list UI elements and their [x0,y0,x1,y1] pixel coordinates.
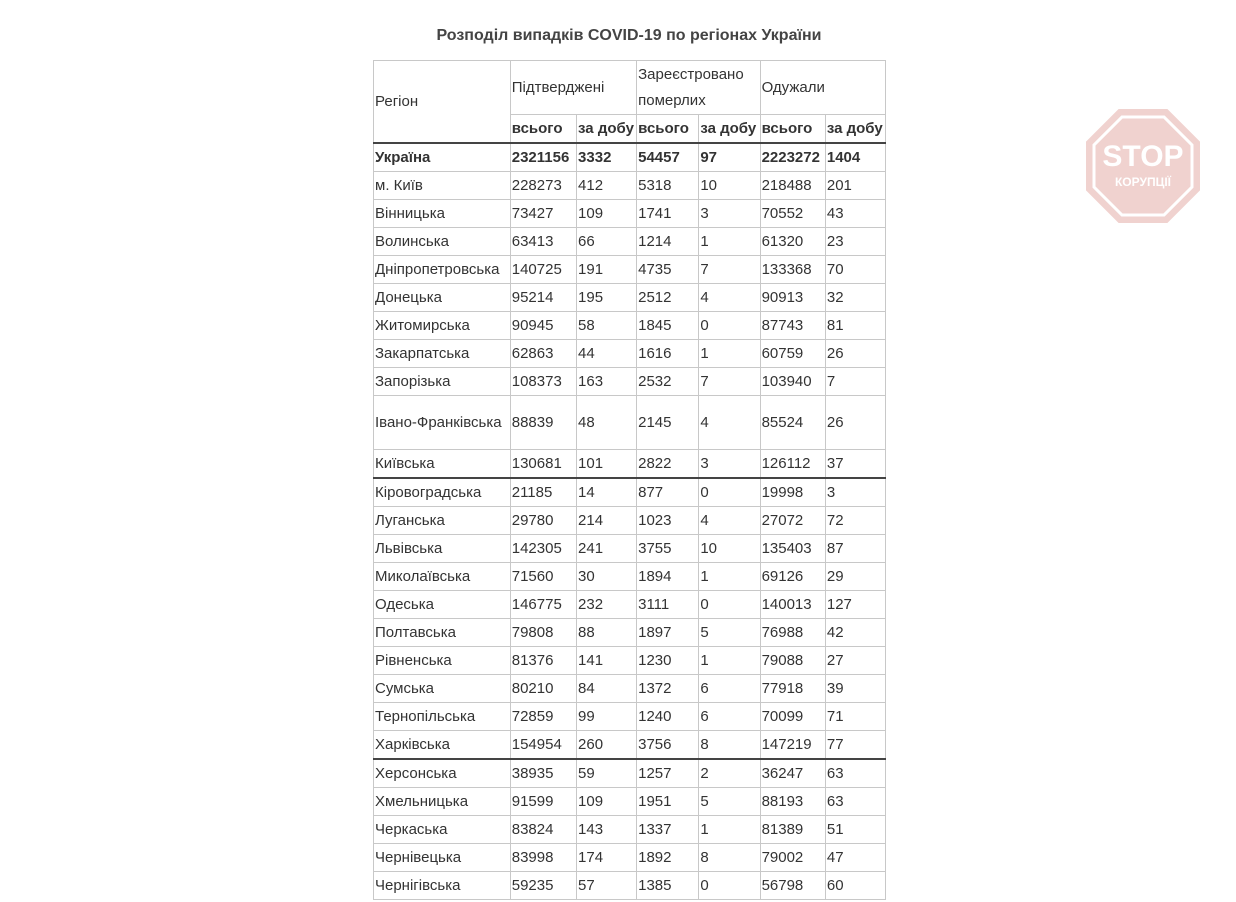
row-confirmed-daily: 58 [577,312,637,340]
row-confirmed-total: 29780 [510,507,576,535]
row-confirmed-daily: 14 [577,478,637,507]
header-confirmed-total: всього [510,115,576,144]
row-recovered-daily: 60 [825,872,885,900]
row-confirmed-total: 38935 [510,759,576,788]
header-confirmed-daily: за добу [577,115,637,144]
row-recovered-daily: 7 [825,368,885,396]
table-row [374,507,886,535]
table-row [374,619,886,647]
logo-text-stop: STOP [1102,140,1184,173]
row-deaths-daily: 6 [699,675,760,703]
row-confirmed-daily: 57 [577,872,637,900]
row-region: Волинська [374,228,511,256]
row-deaths-total: 3755 [637,535,699,563]
row-confirmed-daily: 260 [577,731,637,760]
row-deaths-total: 1894 [637,563,699,591]
row-recovered-total: 79002 [760,844,825,872]
row-deaths-total: 1257 [637,759,699,788]
table-row [374,450,886,479]
row-region: Хмельницька [374,788,511,816]
row-recovered-daily: 63 [825,759,885,788]
row-confirmed-daily: 174 [577,844,637,872]
row-confirmed-daily: 59 [577,759,637,788]
table-row [374,256,886,284]
row-recovered-total: 135403 [760,535,825,563]
row-region: м. Київ [374,172,511,200]
table-row [374,759,886,788]
table-row [374,535,886,563]
row-region: Тернопільська [374,703,511,731]
row-confirmed-total: 91599 [510,788,576,816]
total-deaths-daily: 97 [699,143,760,172]
table-row [374,816,886,844]
row-recovered-total: 61320 [760,228,825,256]
table-title: Розподіл випадків COVID-19 по регіонах України [436,27,822,44]
row-confirmed-daily: 191 [577,256,637,284]
header-deaths-daily: за добу [699,115,760,144]
row-deaths-daily: 1 [699,816,760,844]
header-recovered: Одужали [760,61,885,115]
row-recovered-daily: 81 [825,312,885,340]
row-deaths-daily: 1 [699,647,760,675]
row-recovered-total: 133368 [760,256,825,284]
table-row [374,172,886,200]
row-confirmed-total: 21185 [510,478,576,507]
row-region: Луганська [374,507,511,535]
table-row [374,844,886,872]
row-deaths-daily: 8 [699,844,760,872]
row-recovered-total: 36247 [760,759,825,788]
row-deaths-total: 2145 [637,396,699,450]
row-confirmed-daily: 214 [577,507,637,535]
row-recovered-total: 85524 [760,396,825,450]
row-recovered-daily: 70 [825,256,885,284]
row-recovered-daily: 26 [825,340,885,368]
row-confirmed-total: 228273 [510,172,576,200]
row-region: Чернігівська [374,872,511,900]
row-recovered-total: 19998 [760,478,825,507]
row-region: Чернівецька [374,844,511,872]
row-region: Запорізька [374,368,511,396]
row-deaths-daily: 1 [699,563,760,591]
row-confirmed-total: 83824 [510,816,576,844]
row-confirmed-total: 154954 [510,731,576,760]
table-row [374,340,886,368]
row-confirmed-total: 88839 [510,396,576,450]
row-confirmed-daily: 195 [577,284,637,312]
row-confirmed-daily: 412 [577,172,637,200]
table-row [374,563,886,591]
row-region: Закарпатська [374,340,511,368]
row-deaths-daily: 1 [699,228,760,256]
row-recovered-daily: 63 [825,788,885,816]
row-deaths-total: 3111 [637,591,699,619]
row-recovered-daily: 51 [825,816,885,844]
row-confirmed-total: 62863 [510,340,576,368]
row-confirmed-total: 108373 [510,368,576,396]
row-confirmed-daily: 84 [577,675,637,703]
row-recovered-total: 70552 [760,200,825,228]
table-row [374,368,886,396]
row-confirmed-daily: 141 [577,647,637,675]
row-recovered-daily: 27 [825,647,885,675]
total-deaths-total: 54457 [637,143,699,172]
row-region: Житомирська [374,312,511,340]
row-confirmed-daily: 241 [577,535,637,563]
row-confirmed-daily: 48 [577,396,637,450]
row-deaths-daily: 7 [699,368,760,396]
header-deaths-total: всього [637,115,699,144]
row-confirmed-total: 81376 [510,647,576,675]
row-recovered-total: 90913 [760,284,825,312]
row-recovered-daily: 72 [825,507,885,535]
row-deaths-total: 1741 [637,200,699,228]
row-confirmed-total: 140725 [510,256,576,284]
row-recovered-daily: 29 [825,563,885,591]
row-confirmed-total: 142305 [510,535,576,563]
row-confirmed-daily: 30 [577,563,637,591]
row-recovered-daily: 26 [825,396,885,450]
header-confirmed: Підтверджені [510,61,636,115]
header-region: Регіон [374,61,511,144]
row-region: Миколаївська [374,563,511,591]
row-deaths-total: 1337 [637,816,699,844]
row-deaths-total: 2822 [637,450,699,479]
row-region: Київська [374,450,511,479]
row-deaths-daily: 4 [699,396,760,450]
total-recovered-daily: 1404 [825,143,885,172]
row-region: Полтавська [374,619,511,647]
row-region: Сумська [374,675,511,703]
row-deaths-daily: 0 [699,478,760,507]
table-row [374,312,886,340]
row-confirmed-daily: 232 [577,591,637,619]
row-deaths-daily: 4 [699,284,760,312]
row-confirmed-total: 146775 [510,591,576,619]
table-row [374,284,886,312]
row-region: Харківська [374,731,511,760]
table-row [374,647,886,675]
row-deaths-daily: 1 [699,340,760,368]
row-confirmed-daily: 101 [577,450,637,479]
table-row [374,675,886,703]
table-row [374,872,886,900]
total-confirmed-total: 2321156 [510,143,576,172]
row-confirmed-daily: 109 [577,200,637,228]
row-recovered-total: 126112 [760,450,825,479]
table-row [374,396,886,450]
row-confirmed-total: 80210 [510,675,576,703]
row-deaths-total: 1230 [637,647,699,675]
row-confirmed-total: 71560 [510,563,576,591]
table-row [374,591,886,619]
row-deaths-daily: 5 [699,788,760,816]
row-recovered-total: 69126 [760,563,825,591]
row-deaths-total: 1897 [637,619,699,647]
header-deaths: Зареєстровано померлих [637,61,760,115]
row-deaths-daily: 0 [699,312,760,340]
table-row [374,200,886,228]
row-recovered-daily: 87 [825,535,885,563]
row-deaths-daily: 3 [699,200,760,228]
row-deaths-total: 1372 [637,675,699,703]
row-region: Рівненська [374,647,511,675]
row-recovered-daily: 42 [825,619,885,647]
row-deaths-daily: 0 [699,872,760,900]
row-recovered-total: 60759 [760,340,825,368]
row-confirmed-total: 130681 [510,450,576,479]
logo-text-korupcii: КОРУПЦІЇ [1114,175,1172,189]
row-deaths-total: 1892 [637,844,699,872]
total-row [374,143,886,172]
row-recovered-daily: 71 [825,703,885,731]
row-deaths-total: 877 [637,478,699,507]
row-deaths-total: 1616 [637,340,699,368]
total-confirmed-daily: 3332 [577,143,637,172]
row-region: Одеська [374,591,511,619]
row-region: Херсонська [374,759,511,788]
row-confirmed-total: 59235 [510,872,576,900]
row-region: Львівська [374,535,511,563]
table-row [374,731,886,760]
row-confirmed-total: 95214 [510,284,576,312]
row-recovered-total: 103940 [760,368,825,396]
table-row [374,228,886,256]
row-deaths-daily: 10 [699,535,760,563]
row-region: Черкаська [374,816,511,844]
row-confirmed-daily: 143 [577,816,637,844]
row-recovered-total: 27072 [760,507,825,535]
row-confirmed-total: 63413 [510,228,576,256]
row-recovered-total: 56798 [760,872,825,900]
row-recovered-daily: 32 [825,284,885,312]
row-confirmed-daily: 109 [577,788,637,816]
row-recovered-total: 218488 [760,172,825,200]
row-confirmed-daily: 99 [577,703,637,731]
row-deaths-total: 1240 [637,703,699,731]
row-deaths-total: 1951 [637,788,699,816]
row-recovered-daily: 43 [825,200,885,228]
row-recovered-total: 79088 [760,647,825,675]
row-confirmed-total: 90945 [510,312,576,340]
row-confirmed-daily: 88 [577,619,637,647]
row-deaths-total: 1023 [637,507,699,535]
row-deaths-total: 1214 [637,228,699,256]
row-deaths-daily: 10 [699,172,760,200]
row-region: Донецька [374,284,511,312]
row-recovered-total: 87743 [760,312,825,340]
table-row [374,703,886,731]
total-region: Україна [374,143,511,172]
row-confirmed-daily: 44 [577,340,637,368]
row-confirmed-daily: 163 [577,368,637,396]
row-region: Вінницька [374,200,511,228]
table-row [374,788,886,816]
header-recovered-daily: за добу [825,115,885,144]
header-recovered-total: всього [760,115,825,144]
row-deaths-daily: 6 [699,703,760,731]
row-confirmed-daily: 66 [577,228,637,256]
row-deaths-daily: 7 [699,256,760,284]
row-recovered-daily: 47 [825,844,885,872]
total-recovered-total: 2223272 [760,143,825,172]
header-row-top [374,61,886,115]
row-deaths-daily: 2 [699,759,760,788]
row-recovered-daily: 77 [825,731,885,760]
row-recovered-daily: 37 [825,450,885,479]
row-recovered-daily: 201 [825,172,885,200]
row-deaths-daily: 8 [699,731,760,760]
row-deaths-daily: 3 [699,450,760,479]
row-recovered-daily: 39 [825,675,885,703]
row-confirmed-total: 79808 [510,619,576,647]
row-region: Івано-Франківська [374,396,511,450]
row-recovered-total: 81389 [760,816,825,844]
covid-regions-table [373,60,886,900]
row-recovered-daily: 3 [825,478,885,507]
table-row [374,478,886,507]
row-recovered-total: 140013 [760,591,825,619]
row-deaths-daily: 0 [699,591,760,619]
row-deaths-total: 2512 [637,284,699,312]
row-recovered-total: 76988 [760,619,825,647]
row-deaths-total: 1845 [637,312,699,340]
row-region: Кіровоградська [374,478,511,507]
row-confirmed-total: 72859 [510,703,576,731]
row-recovered-total: 77918 [760,675,825,703]
row-deaths-total: 1385 [637,872,699,900]
row-region: Дніпропетровська [374,256,511,284]
row-deaths-total: 2532 [637,368,699,396]
row-recovered-total: 147219 [760,731,825,760]
row-deaths-daily: 4 [699,507,760,535]
row-recovered-daily: 23 [825,228,885,256]
row-deaths-daily: 5 [699,619,760,647]
row-deaths-total: 4735 [637,256,699,284]
row-recovered-daily: 127 [825,591,885,619]
row-recovered-total: 88193 [760,788,825,816]
row-deaths-total: 3756 [637,731,699,760]
row-recovered-total: 70099 [760,703,825,731]
row-deaths-total: 5318 [637,172,699,200]
row-confirmed-total: 83998 [510,844,576,872]
stop-corruption-logo [1085,108,1201,224]
row-confirmed-total: 73427 [510,200,576,228]
